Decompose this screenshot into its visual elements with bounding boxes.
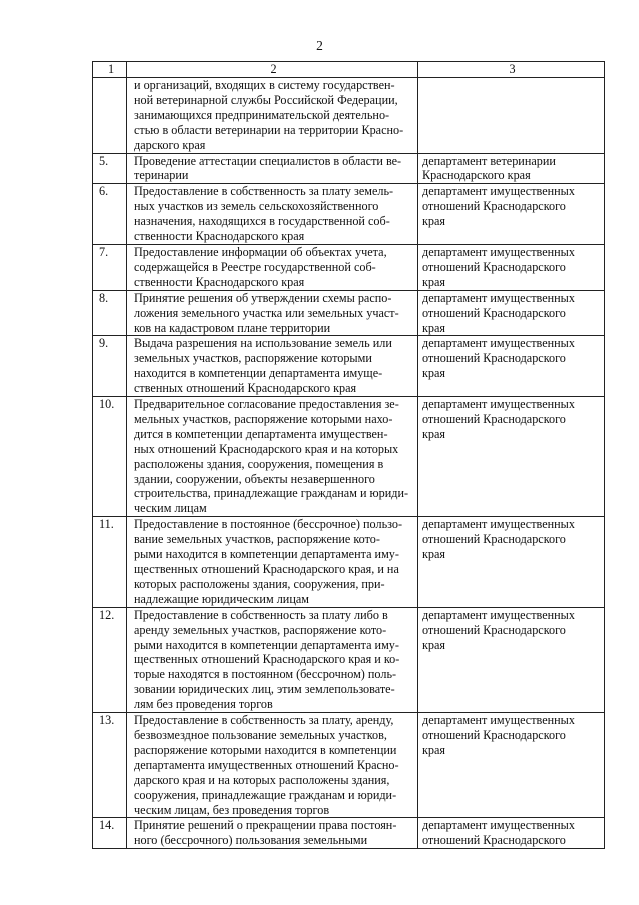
- table-row: [93, 244, 605, 290]
- table-row: [93, 184, 605, 245]
- row-number-cell: 11.: [93, 517, 127, 607]
- row-number-cell: 9.: [93, 336, 127, 397]
- table-row: [93, 336, 605, 397]
- row-number-cell: 8.: [93, 290, 127, 336]
- service-name-cell: Предоставление в собственность за плату, аренду, безвозмездное пользование земельных участков, распоряжение которыми находится в компетенции департамента имущественных отношений Красно- дарского края и на которых расположены здания, сооружения, принадлежащие гражданам и юриди- ческим лицам, без проведения торгов: [127, 713, 418, 818]
- row-number-cell: 12.: [93, 607, 127, 712]
- services-table: [92, 61, 605, 849]
- table-row: [93, 713, 605, 818]
- table-row: [93, 818, 605, 849]
- authority-cell: департамент имущественных отношений Краснодарского края: [418, 397, 605, 517]
- service-name-cell: Предоставление в собственность за плату земель- ных участков из земель сельскохозяйственного назначения, находящихся в государственной соб- ственности Краснодарского края: [127, 184, 418, 245]
- row-number-cell: 14.: [93, 818, 127, 849]
- authority-cell: департамент имущественных отношений Краснодарского края: [418, 336, 605, 397]
- service-name-cell: и организаций, входящих в систему государствен- ной ветеринарной службы Российской Федерации, занимающихся предпринимательской деятельно- стью в области ветеринарии на территории Красно- дарского края: [127, 78, 418, 154]
- row-number-cell: 13.: [93, 713, 127, 818]
- row-number-cell: 5.: [93, 153, 127, 184]
- table-row: [93, 397, 605, 517]
- row-number-cell: [93, 78, 127, 154]
- row-number-cell: 7.: [93, 244, 127, 290]
- authority-cell: департамент имущественных отношений Краснодарского края: [418, 517, 605, 607]
- authority-cell: департамент имущественных отношений Краснодарского края: [418, 184, 605, 245]
- service-name-cell: Проведение аттестации специалистов в области ве- теринарии: [127, 153, 418, 184]
- authority-cell: департамент имущественных отношений Краснодарского: [418, 818, 605, 849]
- service-name-cell: Предоставление информации об объектах учета, содержащейся в Реестре государственной соб- ственности Краснодарского края: [127, 244, 418, 290]
- table-row: [93, 153, 605, 184]
- authority-cell: [418, 78, 605, 154]
- authority-cell: департамент ветеринарии Краснодарского края: [418, 153, 605, 184]
- table-row: [93, 517, 605, 607]
- header-cell-number: 1: [93, 62, 127, 78]
- service-name-cell: Выдача разрешения на использование земель или земельных участков, распоряжение которыми находится в компетенции департамента имуще- ственных отношений Краснодарского края: [127, 336, 418, 397]
- row-number-cell: 10.: [93, 397, 127, 517]
- table-row: [93, 607, 605, 712]
- row-number-cell: 6.: [93, 184, 127, 245]
- authority-cell: департамент имущественных отношений Краснодарского края: [418, 244, 605, 290]
- header-cell-authority: 3: [418, 62, 605, 78]
- service-name-cell: Принятие решения об утверждении схемы распо- ложения земельного участка или земельных участ- ков на кадастровом плане территории: [127, 290, 418, 336]
- service-name-cell: Предоставление в постоянное (бессрочное) пользо- вание земельных участков, распоряжение кото- рыми находится в компетенции департамента иму- щественных отношений Краснодарского края, и на которых расположены здания, сооружения, при- надлежащие юридическим лицам: [127, 517, 418, 607]
- authority-cell: департамент имущественных отношений Краснодарского края: [418, 713, 605, 818]
- service-name-cell: Принятие решений о прекращении права постоян- ного (бессрочного) пользования земельными: [127, 818, 418, 849]
- service-name-cell: Предварительное согласование предоставления зе- мельных участков, распоряжение которыми нахо- дится в компетенции департамента имуществен- ных отношений Краснодарского края и на которых расположены здания, сооружения, помещения в здании, сооружении, объекты незавершенного строительства, принадлежащие гражданам и юриди- ческим лицам: [127, 397, 418, 517]
- page-number: 2: [316, 38, 323, 53]
- table-row: [93, 290, 605, 336]
- table-row: [93, 78, 605, 154]
- header-cell-service: 2: [127, 62, 418, 78]
- authority-cell: департамент имущественных отношений Краснодарского края: [418, 607, 605, 712]
- authority-cell: департамент имущественных отношений Краснодарского края: [418, 290, 605, 336]
- service-name-cell: Предоставление в собственность за плату либо в аренду земельных участков, распоряжение кото- рыми находится в компетенции департамента иму- щественных отношений Краснодарского края и ко- торые находятся в постоянном (бессрочном) поль- зовании юридических лиц, этим землепользовате- лям без проведения торгов: [127, 607, 418, 712]
- table-body: [93, 62, 605, 849]
- table-header-row: [93, 62, 605, 78]
